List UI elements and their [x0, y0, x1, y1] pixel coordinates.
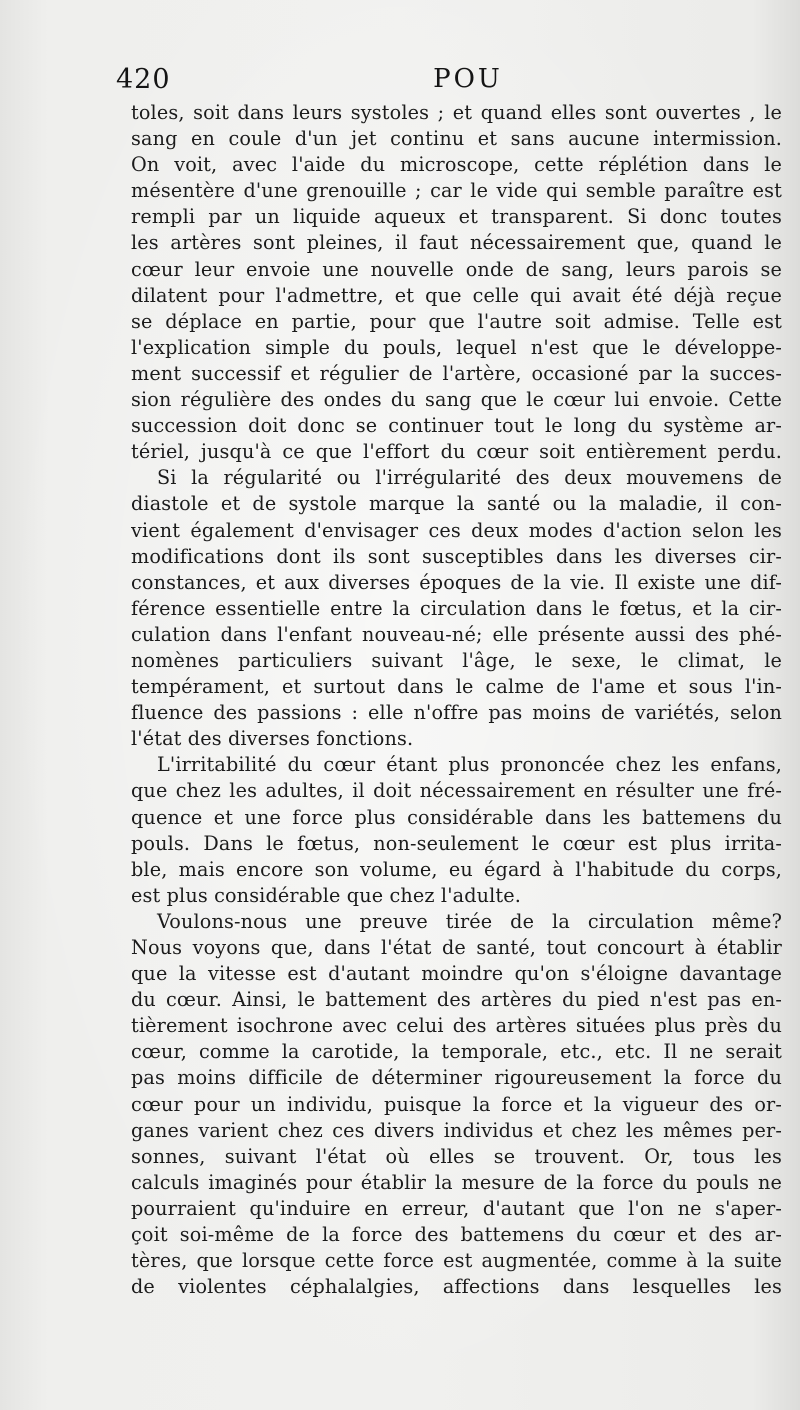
text-line: mésentère d'une grenouille ; car le vide qui semble paraître est — [131, 179, 782, 203]
text-line: On voit, avec l'aide du microscope, cette réplétion dans le — [131, 153, 782, 177]
text-line: Voulons-nous une preuve tirée de la circulation même? — [157, 909, 782, 933]
text-line: vient également d'envisager ces deux modes d'action selon les — [131, 518, 782, 542]
running-title: POU — [433, 64, 503, 94]
text-line: sion régulière des ondes du sang que le cœur lui envoie. Cette — [131, 388, 782, 412]
text-line: l'état des diverses fonctions. — [131, 727, 414, 751]
text-line: nomènes particuliers suivant l'âge, le sexe, le climat, le — [131, 648, 782, 672]
text-line: cœur, comme la carotide, la temporale, etc., etc. Il ne serait — [131, 1040, 782, 1064]
text-line: fluence des passions : elle n'offre pas moins de variétés, selon — [131, 701, 782, 725]
text-line: du cœur. Ainsi, le battement des artères du pied n'est pas en- — [131, 988, 782, 1012]
text-line: que la vitesse est d'autant moindre qu'on s'éloigne davantage — [131, 962, 782, 986]
text-line: se déplace en partie, pour que l'autre soit admise. Telle est — [131, 309, 782, 333]
text-line: culation dans l'enfant nouveau-né; elle présente aussi des phé- — [131, 622, 782, 646]
text-line: sang en coule d'un jet continu et sans aucune intermission. — [131, 127, 782, 151]
text-line: de violentes céphalalgies, affections dans lesquelles les — [131, 1275, 782, 1299]
running-head — [116, 64, 780, 100]
text-line: dilatent pour l'admettre, et que celle qui avait été déjà reçue — [131, 283, 782, 307]
text-line: constances, et aux diverses époques de la vie. Il existe une dif- — [131, 570, 782, 594]
text-line: çoit soi-même de la force des battemens du cœur et des ar- — [131, 1223, 782, 1247]
text-line: férence essentielle entre la circulation dans le fœtus, et la cir- — [131, 596, 782, 620]
text-line: cœur pour un individu, puisque la force et la vigueur des or- — [131, 1092, 782, 1116]
text-line: pas moins difficile de déterminer rigoureusement la force du — [131, 1066, 782, 1090]
text-line: est plus considérable que chez l'adulte. — [131, 883, 522, 907]
text-line: Si la régularité ou l'irrégularité des deux mouvemens de — [157, 466, 782, 490]
text-line: ble, mais encore son volume, eu égard à l'habitude du corps, — [131, 857, 782, 881]
text-line: que chez les adultes, il doit nécessairement en résulter une fré- — [131, 779, 782, 803]
text-line: modifications dont ils sont susceptibles dans les diverses cir- — [131, 544, 782, 568]
text-line: quence et une force plus considérable dans les battemens du — [131, 805, 782, 829]
text-line: succession doit donc se continuer tout le long du système ar- — [131, 414, 782, 438]
text-line: pourraient qu'induire en erreur, d'autant que l'on ne s'aper- — [131, 1196, 782, 1220]
text-line: les artères sont pleines, il faut nécessairement que, quand le — [131, 231, 782, 255]
text-line: tères, que lorsque cette force est augmentée, comme à la suite — [131, 1249, 782, 1273]
text-line: tériel, jusqu'à ce que l'effort du cœur soit entièrement perdu. — [131, 440, 782, 464]
text-line: calculs imaginés pour établir la mesure de la force du pouls ne — [131, 1170, 782, 1194]
text-line: L'irritabilité du cœur étant plus prononcée chez les enfans, — [157, 753, 782, 777]
text-line: toles, soit dans leurs systoles ; et quand elles sont ouvertes , le — [131, 101, 782, 124]
text-line: tièrement isochrone avec celui des artères situées plus près du — [131, 1014, 782, 1038]
text-line: ment successif et régulier de l'artère, occasioné par la succes- — [131, 361, 782, 385]
page-number: 420 — [116, 64, 171, 95]
text-line: Nous voyons que, dans l'état de santé, tout concourt à établir — [131, 936, 782, 959]
text-line: pouls. Dans le fœtus, non-seulement le cœur est plus irrita- — [131, 831, 782, 855]
text-line: ganes varient chez ces divers individus et chez les mêmes per- — [131, 1118, 782, 1142]
text-line: tempérament, et surtout dans le calme de l'ame et sous l'in- — [131, 675, 782, 699]
text-line: diastole et de systole marque la santé ou la maladie, il con- — [131, 492, 782, 516]
text-line: sonnes, suivant l'état où elles se trouvent. Or, tous les — [131, 1144, 782, 1168]
body-text — [131, 100, 782, 1300]
text-line: cœur leur envoie une nouvelle onde de sang, leurs parois se — [131, 257, 782, 281]
text-line: l'explication simple du pouls, lequel n'est que le développe- — [131, 335, 782, 359]
text-line: rempli par un liquide aqueux et transparent. Si donc toutes — [131, 205, 782, 229]
